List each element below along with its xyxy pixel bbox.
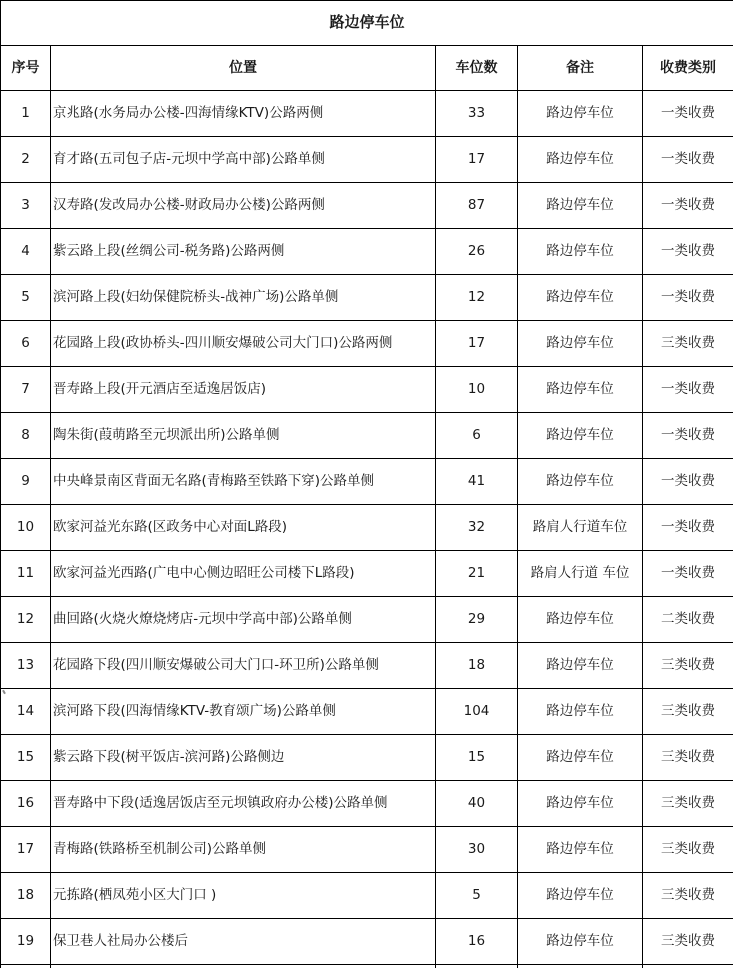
cell-seq: 18	[1, 873, 51, 919]
cell-count: 12	[436, 275, 518, 321]
table-row	[1, 367, 733, 413]
cell-note: 路肩人行道车位	[518, 505, 643, 551]
cell-seq: 4	[1, 229, 51, 275]
table-row	[1, 781, 733, 827]
table-row	[1, 459, 733, 505]
cell-note: 路边停车位	[518, 229, 643, 275]
header-fee-class: 收费类别	[643, 46, 733, 91]
cell-note: 路边停车位	[518, 597, 643, 643]
cell-fee-class: 三类收费	[643, 643, 733, 689]
cell-location: 欧家河益光西路(广电中心侧边昭旺公司楼下L路段)	[51, 551, 436, 597]
cell-seq: 14	[1, 689, 51, 735]
cell-note: 路边停车位	[518, 275, 643, 321]
cell-location: 保卫巷人社局办公楼后	[51, 919, 436, 965]
cell-fee-class: 三类收费	[643, 321, 733, 367]
cell-seq: 2	[1, 137, 51, 183]
cell-count: 21	[436, 551, 518, 597]
cell-count: 104	[436, 689, 518, 735]
cell-fee-class: 一类收费	[643, 505, 733, 551]
table-row	[1, 183, 733, 229]
cell-fee-class: 一类收费	[643, 183, 733, 229]
cell-location: 紫云路上段(丝绸公司-税务路)公路两侧	[51, 229, 436, 275]
cell-seq: 17	[1, 827, 51, 873]
cell-note: 路边停车位	[518, 827, 643, 873]
cell-count: 40	[436, 781, 518, 827]
cell-count: 29	[436, 597, 518, 643]
cell-note: 路边停车位	[518, 919, 643, 965]
cell-count: 87	[436, 183, 518, 229]
cell-fee-class: 三类收费	[643, 827, 733, 873]
table-row	[1, 689, 733, 735]
cell-location: 欧家河益光东路(区政务中心对面L路段)	[51, 505, 436, 551]
cell-fee-class: 一类收费	[643, 413, 733, 459]
table-row	[1, 321, 733, 367]
table-row	[1, 137, 733, 183]
cell-seq: 12	[1, 597, 51, 643]
cell-location: 汉寿路(发改局办公楼-财政局办公楼)公路两侧	[51, 183, 436, 229]
cell-seq: 9	[1, 459, 51, 505]
cell-location	[51, 965, 436, 968]
cell-location: 青梅路(铁路桥至机制公司)公路单侧	[51, 827, 436, 873]
cell-fee-class: 一类收费	[643, 91, 733, 137]
cell-note: 路边停车位	[518, 137, 643, 183]
table-row	[1, 735, 733, 781]
cell-count: 32	[436, 505, 518, 551]
header-count: 车位数	[436, 46, 518, 91]
table-row	[1, 643, 733, 689]
table-row	[1, 965, 733, 968]
cell-seq: 13	[1, 643, 51, 689]
cell-seq	[1, 965, 51, 968]
table-row	[1, 505, 733, 551]
cell-count: 18	[436, 643, 518, 689]
cell-count: 15	[436, 735, 518, 781]
title-row	[1, 1, 733, 46]
cell-fee-class: 一类收费	[643, 137, 733, 183]
table-row	[1, 229, 733, 275]
cell-count	[436, 965, 518, 968]
table-row	[1, 597, 733, 643]
cell-location: 滨河路下段(四海情缘KTV-教育颂广场)公路单侧	[51, 689, 436, 735]
table-row	[1, 413, 733, 459]
cell-seq: 16	[1, 781, 51, 827]
header-note: 备注	[518, 46, 643, 91]
cell-fee-class: 一类收费	[643, 275, 733, 321]
table-row	[1, 275, 733, 321]
header-seq: 序号	[1, 46, 51, 91]
cell-location: 中央峰景南区背面无名路(青梅路至铁路下穿)公路单侧	[51, 459, 436, 505]
cell-note: 路边停车位	[518, 91, 643, 137]
cell-note	[518, 965, 643, 968]
cell-fee-class: 三类收费	[643, 689, 733, 735]
cell-seq: 3	[1, 183, 51, 229]
cell-seq: 15	[1, 735, 51, 781]
cell-note: 路边停车位	[518, 873, 643, 919]
cell-fee-class: 三类收费	[643, 735, 733, 781]
cell-fee-class: 一类收费	[643, 229, 733, 275]
cell-location: 晋寿路中下段(适逸居饭店至元坝镇政府办公楼)公路单侧	[51, 781, 436, 827]
table-body	[1, 91, 733, 968]
cell-seq: 10	[1, 505, 51, 551]
cell-location: 陶朱街(葭萌路至元坝派出所)公路单侧	[51, 413, 436, 459]
cell-note: 路边停车位	[518, 735, 643, 781]
cell-note: 路边停车位	[518, 413, 643, 459]
cell-location: 晋寿路上段(开元酒店至适逸居饭店)	[51, 367, 436, 413]
table-row	[1, 91, 733, 137]
cell-seq: 7	[1, 367, 51, 413]
cell-fee-class: 三类收费	[643, 781, 733, 827]
cell-fee-class: 三类收费	[643, 919, 733, 965]
cell-fee-class: 二类收费	[643, 597, 733, 643]
header-location: 位置	[51, 46, 436, 91]
cell-note: 路边停车位	[518, 781, 643, 827]
cell-count: 41	[436, 459, 518, 505]
table-row	[1, 919, 733, 965]
cell-count: 5	[436, 873, 518, 919]
cell-note: 路边停车位	[518, 459, 643, 505]
cell-seq: 8	[1, 413, 51, 459]
table-row	[1, 873, 733, 919]
cell-note: 路边停车位	[518, 183, 643, 229]
cell-count: 10	[436, 367, 518, 413]
cell-fee-class: 一类收费	[643, 367, 733, 413]
cell-count: 26	[436, 229, 518, 275]
cell-location: 滨河路上段(妇幼保健院桥头-战神广场)公路单侧	[51, 275, 436, 321]
cell-location: 花园路上段(政协桥头-四川顺安爆破公司大门口)公路两侧	[51, 321, 436, 367]
cell-location: 元拣路(栖凤苑小区大门口 )	[51, 873, 436, 919]
cell-location: 曲回路(火烧火燎烧烤店-元坝中学高中部)公路单侧	[51, 597, 436, 643]
table-title: 路边停车位	[1, 1, 733, 46]
cell-location: 紫云路下段(树平饭店-滨河路)公路侧边	[51, 735, 436, 781]
cell-location: 京兆路(水务局办公楼-四海情缘KTV)公路两侧	[51, 91, 436, 137]
cell-count: 30	[436, 827, 518, 873]
cell-seq: 5	[1, 275, 51, 321]
cell-seq: 19	[1, 919, 51, 965]
cell-location: 花园路下段(四川顺安爆破公司大门口-环卫所)公路单侧	[51, 643, 436, 689]
cell-count: 6	[436, 413, 518, 459]
cell-fee-class: 一类收费	[643, 459, 733, 505]
cell-note: 路肩人行道 车位	[518, 551, 643, 597]
cell-count: 16	[436, 919, 518, 965]
cell-count: 17	[436, 137, 518, 183]
cell-note: 路边停车位	[518, 689, 643, 735]
cell-fee-class: 一类收费	[643, 551, 733, 597]
cell-note: 路边停车位	[518, 367, 643, 413]
cell-seq: 11	[1, 551, 51, 597]
cell-fee-class	[643, 965, 733, 968]
table-row	[1, 551, 733, 597]
cell-note: 路边停车位	[518, 321, 643, 367]
header-row	[1, 46, 733, 91]
cell-fee-class: 三类收费	[643, 873, 733, 919]
table-row	[1, 827, 733, 873]
cell-count: 33	[436, 91, 518, 137]
cell-location: 育才路(五司包子店-元坝中学高中部)公路单侧	[51, 137, 436, 183]
cell-seq: 6	[1, 321, 51, 367]
cell-count: 17	[436, 321, 518, 367]
cell-seq: 1	[1, 91, 51, 137]
cell-note: 路边停车位	[518, 643, 643, 689]
